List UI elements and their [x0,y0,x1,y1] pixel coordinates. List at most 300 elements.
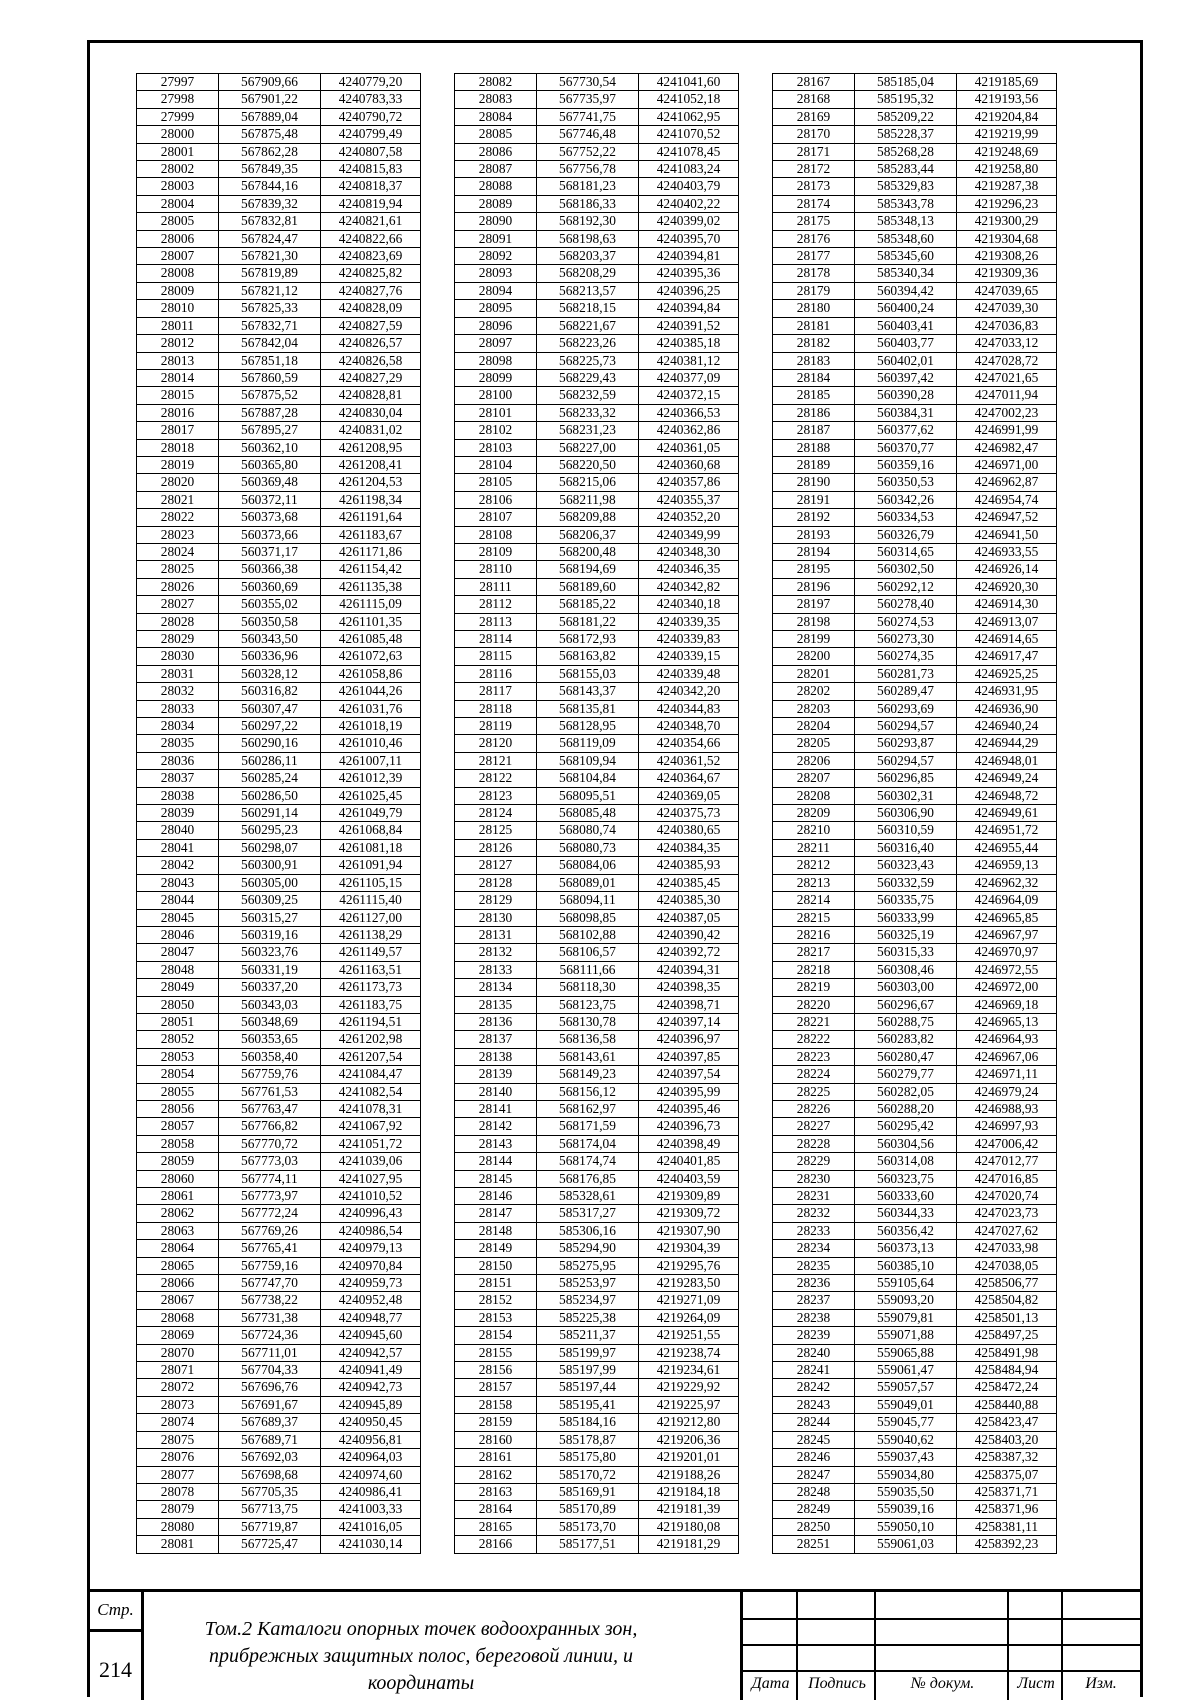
table-row [137,665,421,682]
x-coordinate: 560274,35 [855,648,957,665]
point-number: 28152 [455,1292,537,1309]
y-coordinate: 4241078,31 [321,1100,421,1117]
x-coordinate: 560377,62 [855,422,957,439]
y-coordinate: 4247011,94 [957,387,1057,404]
point-number: 28047 [137,944,219,961]
point-number: 28013 [137,352,219,369]
table-row [137,1118,421,1135]
point-number: 28210 [773,822,855,839]
y-coordinate: 4240818,37 [321,178,421,195]
x-coordinate: 585197,99 [537,1362,639,1379]
table-row [137,230,421,247]
x-coordinate: 560288,20 [855,1100,957,1117]
table-row [455,926,739,943]
x-coordinate: 568227,00 [537,439,639,456]
table-row [137,1153,421,1170]
point-number: 28091 [455,230,537,247]
x-coordinate: 568104,84 [537,770,639,787]
x-coordinate: 560403,41 [855,317,957,334]
y-coordinate: 4240398,49 [639,1135,739,1152]
table-row [773,195,1057,212]
table-row [773,752,1057,769]
x-coordinate: 567832,71 [219,317,321,334]
table-row [455,961,739,978]
point-number: 28041 [137,839,219,856]
y-coordinate: 4261105,15 [321,874,421,891]
table-row [773,961,1057,978]
point-number: 28049 [137,979,219,996]
y-coordinate: 4246964,93 [957,1031,1057,1048]
point-number: 28248 [773,1483,855,1500]
point-number: 28240 [773,1344,855,1361]
point-number: 28165 [455,1518,537,1535]
y-coordinate: 4258387,32 [957,1449,1057,1466]
table-row [137,91,421,108]
point-number: 28109 [455,543,537,560]
point-number: 28051 [137,1013,219,1030]
y-coordinate: 4240822,66 [321,230,421,247]
x-coordinate: 567725,47 [219,1536,321,1553]
table-row [773,526,1057,543]
y-coordinate: 4261058,86 [321,665,421,682]
table-row [773,1536,1057,1553]
x-coordinate: 585173,70 [537,1518,639,1535]
y-coordinate: 4261031,76 [321,700,421,717]
y-coordinate: 4246997,93 [957,1118,1057,1135]
y-coordinate: 4219304,39 [639,1240,739,1257]
y-coordinate: 4261101,35 [321,613,421,630]
table-row [137,770,421,787]
y-coordinate: 4247028,72 [957,352,1057,369]
table-row [455,700,739,717]
x-coordinate: 568192,30 [537,213,639,230]
table-row [137,526,421,543]
point-number: 28062 [137,1205,219,1222]
column-caption-signature: Подпись [808,1675,866,1692]
y-coordinate: 4258403,20 [957,1431,1057,1448]
point-number: 28107 [455,509,537,526]
point-number: 28215 [773,909,855,926]
point-number: 28243 [773,1396,855,1413]
table-row [137,892,421,909]
point-number: 28133 [455,961,537,978]
table-row [137,387,421,404]
table-row [137,996,421,1013]
point-number: 28112 [455,596,537,613]
point-number: 28237 [773,1292,855,1309]
y-coordinate: 4240339,83 [639,631,739,648]
point-number: 28001 [137,143,219,160]
point-number: 28003 [137,178,219,195]
y-coordinate: 4261149,57 [321,944,421,961]
table-row [455,1275,739,1292]
y-coordinate: 4261191,64 [321,509,421,526]
point-number: 28059 [137,1153,219,1170]
table-row [773,439,1057,456]
x-coordinate: 560316,82 [219,683,321,700]
y-coordinate: 4240945,89 [321,1396,421,1413]
table-row [773,1135,1057,1152]
y-coordinate: 4246972,55 [957,961,1057,978]
x-coordinate: 560337,20 [219,979,321,996]
y-coordinate: 4261208,41 [321,456,421,473]
table-row [773,1449,1057,1466]
x-coordinate: 567756,78 [537,161,639,178]
y-coordinate: 4261115,09 [321,596,421,613]
x-coordinate: 559093,20 [855,1292,957,1309]
y-coordinate: 4219248,69 [957,143,1057,160]
x-coordinate: 567901,22 [219,91,321,108]
table-row [455,1222,739,1239]
table-row [455,1153,739,1170]
x-coordinate: 560292,12 [855,578,957,595]
point-number: 28012 [137,335,219,352]
y-coordinate: 4247039,30 [957,300,1057,317]
y-coordinate: 4219225,97 [639,1396,739,1413]
x-coordinate: 568089,01 [537,874,639,891]
x-coordinate: 560335,75 [855,892,957,909]
y-coordinate: 4240346,35 [639,561,739,578]
x-coordinate: 585185,04 [855,74,957,91]
point-number: 28131 [455,926,537,943]
table-row [455,422,739,439]
table-row [773,1118,1057,1135]
x-coordinate: 560358,40 [219,1048,321,1065]
y-coordinate: 4219229,92 [639,1379,739,1396]
y-coordinate: 4246967,06 [957,1048,1057,1065]
table-row [773,1188,1057,1205]
table-row [773,1414,1057,1431]
x-coordinate: 560325,19 [855,926,957,943]
y-coordinate: 4246967,97 [957,926,1057,943]
y-coordinate: 4246971,11 [957,1066,1057,1083]
y-coordinate: 4240344,83 [639,700,739,717]
table-row [137,369,421,386]
x-coordinate: 585348,60 [855,230,957,247]
y-coordinate: 4240357,86 [639,474,739,491]
point-number: 28078 [137,1483,219,1500]
table-row [137,74,421,91]
y-coordinate: 4240340,18 [639,596,739,613]
x-coordinate: 568194,69 [537,561,639,578]
y-coordinate: 4219304,68 [957,230,1057,247]
point-number: 28086 [455,143,537,160]
x-coordinate: 568223,26 [537,335,639,352]
column-caption-change: Изм. [1085,1675,1117,1692]
x-coordinate: 568211,98 [537,491,639,508]
x-coordinate: 560355,02 [219,596,321,613]
table-row [773,543,1057,560]
point-number: 28171 [773,143,855,160]
x-coordinate: 568119,09 [537,735,639,752]
point-number: 28088 [455,178,537,195]
x-coordinate: 567821,30 [219,248,321,265]
x-coordinate: 560316,40 [855,839,957,856]
y-coordinate: 4246972,00 [957,979,1057,996]
point-number: 28095 [455,300,537,317]
table-row [455,1396,739,1413]
table-row [137,1309,421,1326]
y-coordinate: 4258392,23 [957,1536,1057,1553]
x-coordinate: 568130,78 [537,1013,639,1030]
point-number: 28211 [773,839,855,856]
table-row [455,735,739,752]
x-coordinate: 568084,06 [537,857,639,874]
table-row [773,1309,1057,1326]
table-row [137,126,421,143]
y-coordinate: 4240397,14 [639,1013,739,1030]
point-number: 28169 [773,108,855,125]
point-number: 28055 [137,1083,219,1100]
table-row [773,491,1057,508]
x-coordinate: 568106,57 [537,944,639,961]
y-coordinate: 4246933,55 [957,543,1057,560]
table-row [455,1536,739,1553]
y-coordinate: 4219309,36 [957,265,1057,282]
table-row [773,874,1057,891]
y-coordinate: 4240380,65 [639,822,739,839]
point-number: 28027 [137,596,219,613]
table-row [455,1344,739,1361]
x-coordinate: 560332,59 [855,874,957,891]
point-number: 28213 [773,874,855,891]
y-coordinate: 4240355,37 [639,491,739,508]
y-coordinate: 4261127,00 [321,909,421,926]
x-coordinate: 560362,10 [219,439,321,456]
table-row [773,1327,1057,1344]
x-coordinate: 560370,77 [855,439,957,456]
point-number: 28144 [455,1153,537,1170]
y-coordinate: 4240384,35 [639,839,739,856]
x-coordinate: 585184,16 [537,1414,639,1431]
point-number: 28050 [137,996,219,1013]
table-row [137,1344,421,1361]
table-row [137,161,421,178]
table-row [137,1449,421,1466]
table-row [455,387,739,404]
point-number: 28226 [773,1100,855,1117]
y-coordinate: 4240799,49 [321,126,421,143]
x-coordinate: 567747,70 [219,1275,321,1292]
point-number: 28199 [773,631,855,648]
y-coordinate: 4240397,54 [639,1066,739,1083]
x-coordinate: 560296,67 [855,996,957,1013]
x-coordinate: 568174,74 [537,1153,639,1170]
x-coordinate: 568213,57 [537,282,639,299]
y-coordinate: 4240364,67 [639,770,739,787]
y-coordinate: 4219180,08 [639,1518,739,1535]
y-coordinate: 4246914,65 [957,631,1057,648]
point-number: 28118 [455,700,537,717]
y-coordinate: 4261068,84 [321,822,421,839]
x-coordinate: 560305,00 [219,874,321,891]
y-coordinate: 4219309,72 [639,1205,739,1222]
x-coordinate: 567761,53 [219,1083,321,1100]
x-coordinate: 568109,94 [537,752,639,769]
x-coordinate: 560314,65 [855,543,957,560]
y-coordinate: 4219219,99 [957,126,1057,143]
point-number: 28121 [455,752,537,769]
table-row [773,596,1057,613]
point-number: 28019 [137,456,219,473]
point-number: 28094 [455,282,537,299]
table-row [455,892,739,909]
point-number: 28136 [455,1013,537,1030]
x-coordinate: 568198,63 [537,230,639,247]
table-row [773,422,1057,439]
point-number: 28082 [455,74,537,91]
point-number: 28126 [455,839,537,856]
y-coordinate: 4261072,63 [321,648,421,665]
point-number: 28038 [137,787,219,804]
point-number: 28197 [773,596,855,613]
point-number: 28113 [455,613,537,630]
y-coordinate: 4258440,88 [957,1396,1057,1413]
x-coordinate: 560333,60 [855,1188,957,1205]
x-coordinate: 585294,90 [537,1240,639,1257]
point-number: 28060 [137,1170,219,1187]
point-number: 28231 [773,1188,855,1205]
point-number: 28079 [137,1501,219,1518]
point-number: 28172 [773,161,855,178]
table-row [137,1501,421,1518]
point-number: 28096 [455,317,537,334]
point-number: 28043 [137,874,219,891]
y-coordinate: 4240996,43 [321,1205,421,1222]
x-coordinate: 567719,87 [219,1518,321,1535]
point-number: 27999 [137,108,219,125]
x-coordinate: 567769,26 [219,1222,321,1239]
point-number: 28102 [455,422,537,439]
point-number: 28192 [773,509,855,526]
point-number: 28201 [773,665,855,682]
y-coordinate: 4219234,61 [639,1362,739,1379]
x-coordinate: 568218,15 [537,300,639,317]
point-number: 28114 [455,631,537,648]
x-coordinate: 567770,72 [219,1135,321,1152]
table-row [137,1396,421,1413]
point-number: 28034 [137,718,219,735]
x-coordinate: 560373,66 [219,526,321,543]
table-row [455,1327,739,1344]
point-number: 28071 [137,1362,219,1379]
x-coordinate: 560303,00 [855,979,957,996]
table-row [773,1240,1057,1257]
x-coordinate: 560326,79 [855,526,957,543]
table-row [773,1292,1057,1309]
table-row [455,1066,739,1083]
point-number: 28010 [137,300,219,317]
point-number: 28186 [773,404,855,421]
table-row [137,735,421,752]
x-coordinate: 568231,23 [537,422,639,439]
point-number: 28200 [773,648,855,665]
x-coordinate: 568162,97 [537,1100,639,1117]
page-number-cell [90,1592,144,1700]
point-number: 28203 [773,700,855,717]
x-coordinate: 568128,95 [537,718,639,735]
table-row [137,1205,421,1222]
y-coordinate: 4246954,74 [957,491,1057,508]
x-coordinate: 560281,73 [855,665,957,682]
y-coordinate: 4261163,51 [321,961,421,978]
point-number: 28042 [137,857,219,874]
y-coordinate: 4241016,05 [321,1518,421,1535]
x-coordinate: 568181,23 [537,178,639,195]
table-row [455,1501,739,1518]
point-number: 28225 [773,1083,855,1100]
point-number: 28099 [455,369,537,386]
y-coordinate: 4219300,29 [957,213,1057,230]
point-number: 28032 [137,683,219,700]
point-number: 28182 [773,335,855,352]
y-coordinate: 4240361,05 [639,439,739,456]
x-coordinate: 567735,97 [537,91,639,108]
y-coordinate: 4241039,06 [321,1153,421,1170]
x-coordinate: 585275,95 [537,1257,639,1274]
table-row [455,561,739,578]
y-coordinate: 4258375,07 [957,1466,1057,1483]
table-row [137,926,421,943]
x-coordinate: 585283,44 [855,161,957,178]
table-row [773,1362,1057,1379]
x-coordinate: 560343,50 [219,631,321,648]
y-coordinate: 4261154,42 [321,561,421,578]
x-coordinate: 568208,29 [537,265,639,282]
point-number: 28044 [137,892,219,909]
point-number: 28087 [455,161,537,178]
x-coordinate: 560294,57 [855,718,957,735]
y-coordinate: 4241030,14 [321,1536,421,1553]
x-coordinate: 559057,57 [855,1379,957,1396]
point-number: 28065 [137,1257,219,1274]
point-number: 28140 [455,1083,537,1100]
y-coordinate: 4246955,44 [957,839,1057,856]
point-number: 28196 [773,578,855,595]
x-coordinate: 560286,50 [219,787,321,804]
y-coordinate: 4246941,50 [957,526,1057,543]
point-number: 28218 [773,961,855,978]
x-coordinate: 560344,33 [855,1205,957,1222]
x-coordinate: 560384,31 [855,404,957,421]
point-number: 28233 [773,1222,855,1239]
y-coordinate: 4241067,92 [321,1118,421,1135]
x-coordinate: 560397,42 [855,369,957,386]
x-coordinate: 560283,82 [855,1031,957,1048]
table-row [773,213,1057,230]
x-coordinate: 568118,30 [537,979,639,996]
y-coordinate: 4240375,73 [639,805,739,822]
point-number: 28052 [137,1031,219,1048]
y-coordinate: 4247036,83 [957,317,1057,334]
point-number: 28183 [773,352,855,369]
x-coordinate: 568080,74 [537,822,639,839]
table-row [773,839,1057,856]
table-row [455,1170,739,1187]
point-number: 28064 [137,1240,219,1257]
table-row [773,178,1057,195]
x-coordinate: 560307,47 [219,700,321,717]
table-row [137,1362,421,1379]
x-coordinate: 585178,87 [537,1431,639,1448]
point-number: 28104 [455,456,537,473]
y-coordinate: 4261183,67 [321,526,421,543]
table-row [455,456,739,473]
point-number: 28175 [773,213,855,230]
x-coordinate: 568215,06 [537,474,639,491]
table-row [773,282,1057,299]
y-coordinate: 4240970,84 [321,1257,421,1274]
